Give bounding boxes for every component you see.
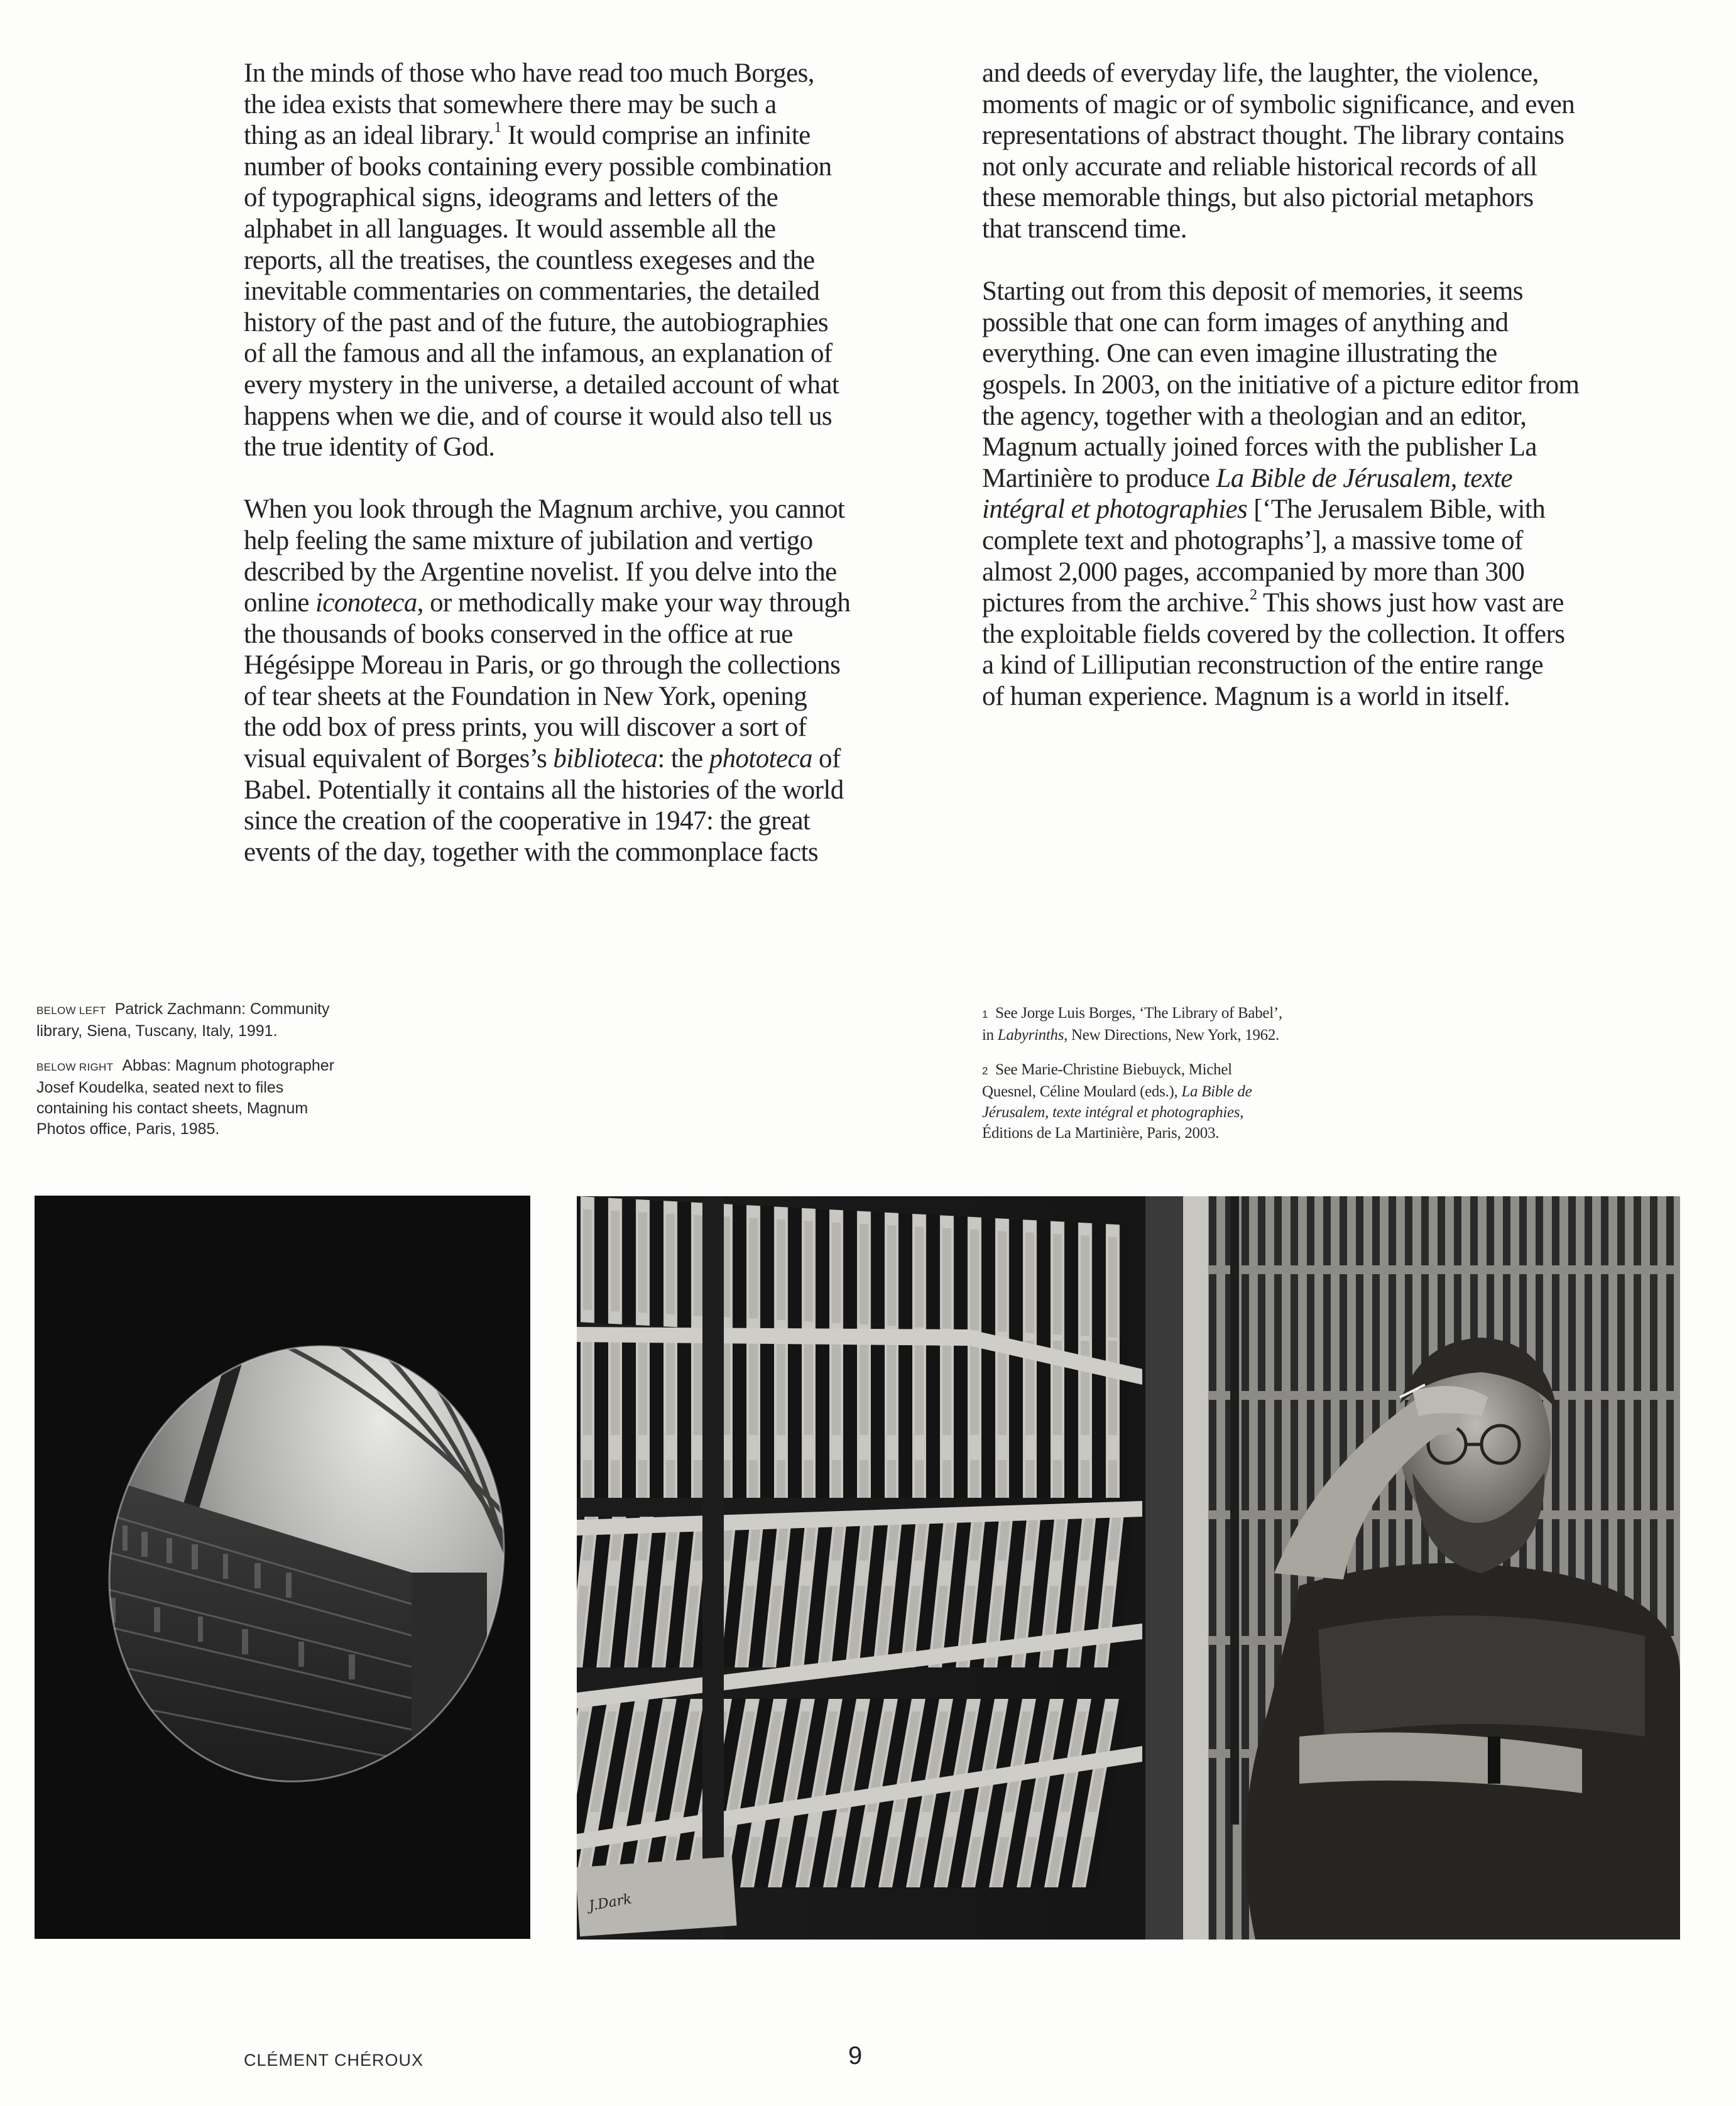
text-line: representations of abstract thought. The library contains <box>982 121 1564 151</box>
italic-title: Jérusalem, texte intégral et photographies <box>982 1104 1240 1121</box>
footnote-2: 2 See Marie-Christine Biebuyck, Michel Quesnel, Céline Moulard (eds.), La Bible de Jérusalem, texte intégral et photographies, Éditions de La Martinière, Paris, 2003. <box>982 1061 1252 1142</box>
footnote-number: 1 <box>982 1008 988 1020</box>
caption-text: containing his contact sheets, Magnum <box>36 1099 308 1117</box>
text-line: thing as an ideal library.$^1$ It would comprise an infinite <box>244 119 811 151</box>
caption-text: Josef Koudelka, seated next to files <box>36 1079 284 1096</box>
text-line: the true identity of God. <box>244 432 495 462</box>
text-line: complete text and photographs’], a massive tome of <box>982 525 1523 555</box>
text-line: of all the famous and all the infamous, an explanation of <box>244 339 833 369</box>
paragraph <box>244 494 960 868</box>
paragraph <box>982 58 1698 245</box>
text-line: every mystery in the universe, a detailed account of what <box>244 369 839 400</box>
text-line: since the creation of the cooperative in 1947: the great <box>244 806 811 836</box>
text-line: the idea exists that somewhere there may be such a <box>244 89 777 119</box>
caption-below-left <box>36 999 439 1042</box>
caption-label: BELOW RIGHT <box>36 1061 114 1073</box>
text-line: When you look through the Magnum archive, you cannot <box>244 494 845 525</box>
text-line: the odd box of press prints, you will discover a sort of <box>244 712 807 743</box>
text-line: of tear sheets at the Foundation in New York, opening <box>244 681 807 711</box>
photo-koudelka-archive <box>577 1196 1680 1940</box>
caption-below-right <box>36 1056 439 1140</box>
text-line: In the minds of those who have read too much Borges, <box>244 58 814 88</box>
footnote-1: 1 See Jorge Luis Borges, ‘The Library of Babel’, in Labyrinths, New Directions, New York, 1962. <box>982 1005 1282 1044</box>
text-line: gospels. In 2003, on the initiative of a picture editor from <box>982 369 1580 400</box>
handwritten-label: J.Dark <box>587 1891 633 1914</box>
paragraph <box>982 276 1698 712</box>
footnotes <box>982 1003 1359 1157</box>
text-line: Starting out from this deposit of memories, it seems <box>982 276 1523 307</box>
text-line: not only accurate and reliable historical records of all <box>982 151 1537 182</box>
library-oval-image <box>35 1196 530 1939</box>
body-column-left <box>244 58 960 899</box>
caption-text: Abbas: Magnum photographer <box>122 1057 335 1074</box>
text-line: Babel. Potentially it contains all the histories of the world <box>244 775 844 805</box>
text-line: help feeling the same mixture of jubilation and vertigo <box>244 525 813 555</box>
text-line: described by the Argentine novelist. If you delve into the <box>244 557 837 587</box>
footnote-marker[interactable]: 2 <box>1250 586 1257 603</box>
text-line: visual equivalent of Borges’s biblioteca: the phototeca of <box>244 744 841 774</box>
text-line: and deeds of everyday life, the laughter, the violence, <box>982 58 1539 88</box>
caption-label: BELOW LEFT <box>36 1005 106 1017</box>
text-line: inevitable commentaries on commentaries, the detailed <box>244 276 820 307</box>
text-line: history of the past and of the future, the autobiographies <box>244 307 829 337</box>
text-line: reports, all the treatises, the countless exegeses and the <box>244 245 815 275</box>
italic-term: phototeca <box>709 744 812 774</box>
body-column-right <box>982 58 1698 743</box>
text-line: pictures from the archive.$^2$ This shows just how vast are <box>982 586 1564 618</box>
text-line: everything. One can even imagine illustrating the <box>982 339 1497 369</box>
text-line: possible that one can form images of anything and <box>982 307 1509 337</box>
archive-portrait-image <box>577 1196 1680 1940</box>
caption-text: Photos office, Paris, 1985. <box>36 1120 220 1138</box>
caption-text: Patrick Zachmann: Community <box>114 1000 330 1018</box>
photo-community-library <box>35 1196 530 1939</box>
text-line: number of books containing every possible combination <box>244 151 832 182</box>
footnote-marker[interactable]: 1 <box>494 119 501 136</box>
text-line: a kind of Lilliputian reconstruction of the entire range <box>982 650 1543 680</box>
text-line: moments of magic or of symbolic significance, and even <box>982 89 1575 119</box>
text-line: of typographical signs, ideograms and letters of the <box>244 183 778 213</box>
text-line: happens when we die, and of course it would also tell us <box>244 401 833 431</box>
text-line: intégral et photographies [‘The Jerusalem Bible, with <box>982 494 1546 525</box>
page-number: 9 <box>848 2042 863 2070</box>
text-line: Magnum actually joined forces with the publisher La <box>982 432 1537 462</box>
photo-captions <box>36 999 439 1154</box>
caption-text: library, Siena, Tuscany, Italy, 1991. <box>36 1022 278 1040</box>
text-line: that transcend time. <box>982 214 1187 244</box>
footer-author: CLÉMENT CHÉROUX <box>244 2051 424 2070</box>
italic-title: La Bible de <box>1181 1083 1252 1100</box>
text-line: almost 2,000 pages, accompanied by more than 300 <box>982 557 1525 587</box>
footnote-number: 2 <box>982 1065 988 1077</box>
italic-title: La Bible de Jérusalem, texte <box>1216 463 1513 493</box>
text-line: online iconoteca, or methodically make your way through <box>244 588 851 618</box>
italic-title: intégral et photographies <box>982 494 1248 525</box>
italic-term: iconoteca <box>315 588 417 618</box>
text-line: of human experience. Magnum is a world in itself. <box>982 681 1510 711</box>
italic-term: biblioteca <box>553 744 658 774</box>
text-line: Martinière to produce La Bible de Jérusalem, texte <box>982 463 1513 493</box>
italic-title: Labyrinths <box>997 1027 1064 1044</box>
paragraph <box>244 58 960 463</box>
text-line: the exploitable fields covered by the collection. It offers <box>982 619 1565 649</box>
text-line: events of the day, together with the commonplace facts <box>244 837 819 867</box>
text-line: the thousands of books conserved in the office at rue <box>244 619 793 649</box>
text-line: the agency, together with a theologian and an editor, <box>982 401 1527 431</box>
text-line: alphabet in all languages. It would assemble all the <box>244 214 776 244</box>
text-line: these memorable things, but also pictorial metaphors <box>982 183 1534 213</box>
text-line: Hégésippe Moreau in Paris, or go through the collections <box>244 650 841 680</box>
